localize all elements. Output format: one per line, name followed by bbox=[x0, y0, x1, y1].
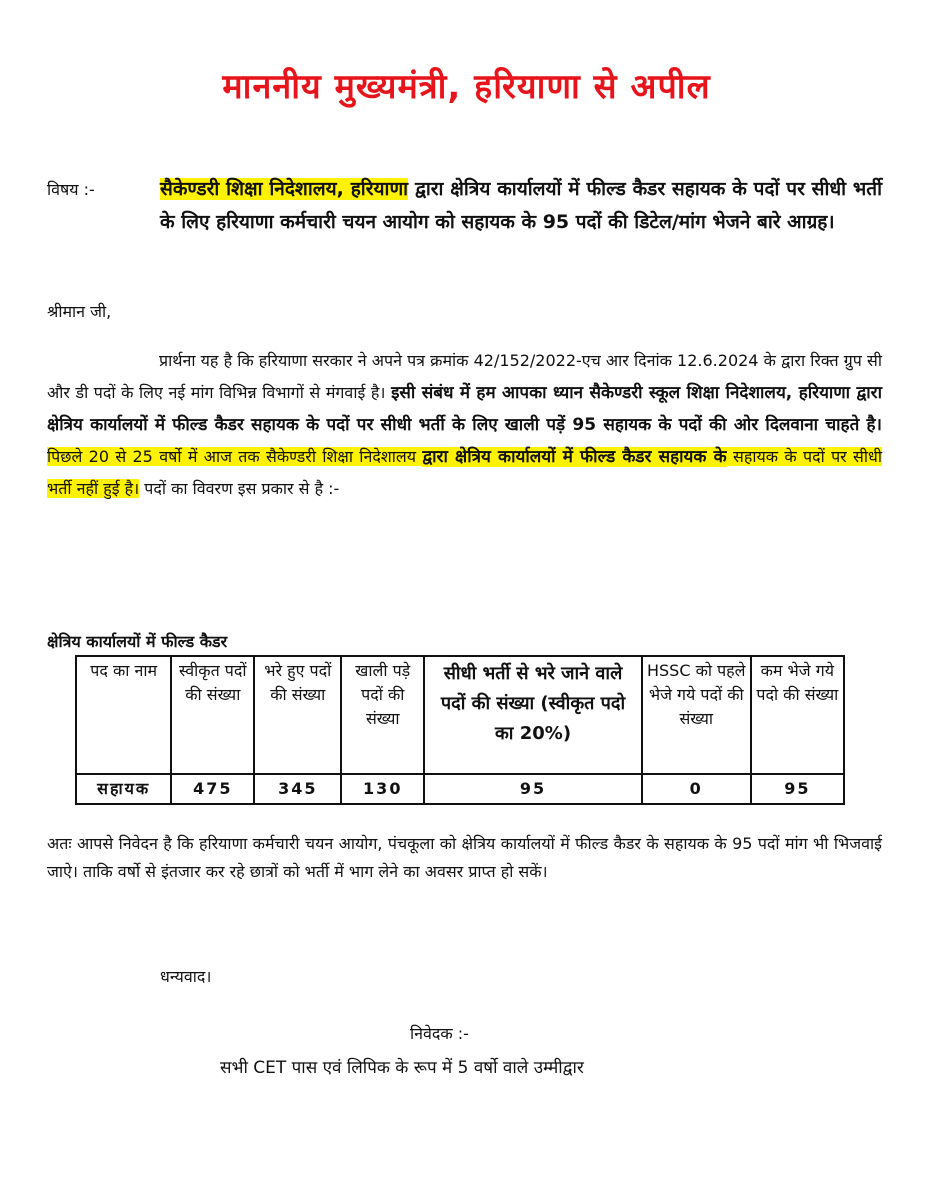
applicant-name: सभी CET पास एवं लिपिक के रूप में 5 वर्षो वाले उम्मीद्वार bbox=[220, 1058, 584, 1078]
table-row bbox=[76, 774, 844, 804]
subject-body: द्वारा क्षेत्रिय कार्यालयों में फील्ड कैडर सहायक के पदों पर सीधी भर्ती के लिए हरियाणा कर्मचारी चयन आयोग को सहायक के 95 पदों की डिटेल/मांग भेजने बारे आग्रह। bbox=[160, 178, 882, 233]
table-cell: सहायक bbox=[76, 774, 171, 804]
body-part-1: प्रार्थना यह है कि हरियाणा सरकार ने अपने पत्र क्रमांक 42/152/2022-एच आर दिनांक 12.6.2024 के द्वारा रिक्त ग्रुप सी और डी पदों के लिए नई मांग विभिन्न विभागों से मंगवाई है। bbox=[47, 351, 882, 402]
subject-label: विषय :- bbox=[47, 180, 95, 199]
closing-paragraph: अतः आपसे निवेदन है कि हरियाणा कर्मचारी चयन आयोग, पंचकूला को क्षेत्रिय कार्यालयों में फील्ड कैडर के सहायक के 95 पदों मांग भी भिजवाई जाऐ। ताकि वर्षो से इंतजार कर रहे छात्रों को भर्ती में भाग लेने का अवसर प्राप्त हो सकें। bbox=[47, 834, 882, 881]
body-part-6: पदों का विवरण इस प्रकार से है :- bbox=[139, 479, 340, 498]
table-header: स्वीकृत पदों की संख्या bbox=[171, 656, 254, 774]
table-cell: 345 bbox=[254, 774, 341, 804]
table-header: HSSC को पहले भेजे गये पदों की संख्या bbox=[642, 656, 751, 774]
body-part-5: सहायक के पदों पर सीधी भर्ती नहीं हुई है। bbox=[47, 447, 883, 498]
table-cell: 475 bbox=[171, 774, 254, 804]
posts-table bbox=[75, 655, 845, 805]
thanks-text: धन्यवाद। bbox=[160, 967, 212, 986]
table-header: भरे हुए पदों की संख्या bbox=[254, 656, 341, 774]
table-cell: 130 bbox=[341, 774, 424, 804]
table-cell: 95 bbox=[751, 774, 844, 804]
table-header: कम भेजे गये पदो की संख्या bbox=[751, 656, 844, 774]
body-part-2: इसी संबंध में हम आपका ध्यान सैकेण्डरी स्कूल शिक्षा निदेशालय, हरियाणा द्वारा क्षेत्रिय कार्यालयों में फील्ड कैडर सहायक के पदों पर सीधी भर्ती के लिए खाली पड़ें 95 सहायक के पदों की ओर दिलवाना चाहते है। bbox=[47, 383, 882, 435]
table-header: सीधी भर्ती से भरे जाने वाले पदों की संख्या (स्वीकृत पदो का 20%) bbox=[424, 656, 642, 774]
body-paragraph bbox=[47, 345, 882, 505]
subject-highlight: सैकेण्डरी शिक्षा निदेशालय, हरियाणा bbox=[160, 178, 409, 200]
table-cell: 0 bbox=[642, 774, 751, 804]
applicant-label: निवेदक :- bbox=[410, 1024, 469, 1043]
table-header: खाली पड़े पदों की संख्या bbox=[341, 656, 424, 774]
table-cell: 95 bbox=[424, 774, 642, 804]
body-part-4: द्वारा क्षेत्रिय कार्यालयों में फील्ड कैडर सहायक के bbox=[422, 447, 727, 467]
letter-title: माननीय मुख्यमंत्री, हरियाणा से अपील bbox=[222, 67, 711, 107]
table-header: पद का नाम bbox=[76, 656, 171, 774]
table-header-row bbox=[76, 656, 844, 774]
salutation: श्रीमान जी, bbox=[47, 302, 112, 321]
body-part-3: पिछले 20 से 25 वर्षो में आज तक सैकेण्डरी शिक्षा निदेशालय bbox=[47, 447, 423, 466]
table-caption: क्षेत्रिय कार्यालयों में फील्ड कैडर bbox=[47, 632, 228, 651]
subject-text bbox=[160, 173, 882, 239]
